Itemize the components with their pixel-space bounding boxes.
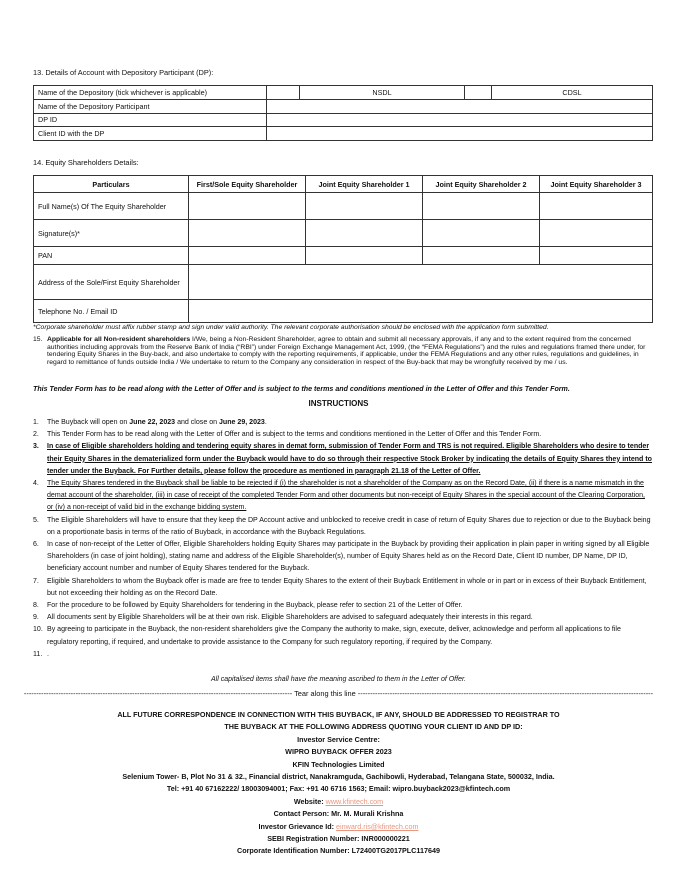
pan-joint3-field[interactable] bbox=[540, 247, 653, 265]
instruction-11: 11. . bbox=[33, 650, 49, 658]
tear-line bbox=[0, 689, 677, 698]
signature-joint2-field[interactable] bbox=[423, 220, 540, 247]
grievance-line: Investor Grievance Id: einward.ris@kfintech.com bbox=[258, 821, 419, 831]
tear-dashes-left: ------------------------------------------------------------------------------------------------------------- bbox=[23, 689, 293, 698]
instructions-list bbox=[33, 417, 653, 661]
tender-note: This Tender Form has to be read along with the Letter of Offer and is subject to the terms and conditions mentioned in the Letter of Offer and this Tender Form. bbox=[33, 385, 570, 393]
grievance-email-link[interactable]: einward.ris@kfintech.com bbox=[336, 821, 419, 831]
address-field[interactable] bbox=[189, 265, 653, 300]
pan-first-field[interactable] bbox=[189, 247, 306, 265]
registrar-street: Selenium Tower- B, Plot No 31 & 32., Financial district, Nanakramguda, Gachibowli, Hyderabad, Telangana State, 500032, India. bbox=[122, 772, 555, 782]
registrar-phone-email: Tel: +91 40 67162222/ 18003094001; Fax: +91 40 6716 1563; Email: wipro.buyback2023@kfintech.com bbox=[166, 784, 511, 794]
tear-dashes-right: ------------------------------------------------------------------------------------------------------------------------ bbox=[357, 689, 654, 698]
section-13-title: 13. Details of Account with Depository Participant (DP): bbox=[33, 68, 214, 77]
row-label-address: Address of the Sole/First Equity Shareholder bbox=[34, 265, 189, 300]
website-line: Website: www.kfintech.com bbox=[293, 796, 384, 806]
row-label-dp-id: DP ID bbox=[34, 113, 267, 127]
nsdl-label: NSDL bbox=[300, 86, 465, 100]
correspondence-line-2: THE BUYBACK AT THE FOLLOWING ADDRESS QUOTING YOUR CLIENT ID AND DP ID: bbox=[224, 722, 523, 732]
instruction-4: 4. The Equity Shares tendered in the Buyback shall be liable to be rejected if (i) the shareholder is not a shareholder of the Company as on the Record Date, (ii) if there is a name mismatch in the demat account of the shareholder, (iii) in case of receipt of the completed Tender Form and other documents but non-receipt of Equity Shares in the special account of the Clearing Corporation, or (iv) a non-receipt of valid bid in the exchange bidding system. bbox=[33, 480, 646, 512]
full-name-joint3-field[interactable] bbox=[540, 193, 653, 220]
instruction-9: 9. All documents sent by Eligible Shareholders will be at their own risk. Eligible Shareholders are advised to safeguard adequately their interests in this regard. bbox=[33, 614, 533, 622]
website-link[interactable]: www.kfintech.com bbox=[325, 796, 384, 806]
header-first-holder: First/Sole Equity Shareholder bbox=[189, 176, 306, 193]
row-label-telephone: Telephone No. / Email ID bbox=[34, 300, 189, 323]
instruction-5: 5. The Eligible Shareholders will have to ensure that they keep the DP Account active and unblocked to receive credit in case of return of Equity Shares due to rejection or due to the Buyback being on a proportionate basis in terms of the ratio of Buyback, in accordance with the Buyback Regulations. bbox=[33, 516, 651, 536]
row-label-dp-name: Name of the Depository Participant bbox=[34, 100, 267, 114]
section-15 bbox=[33, 336, 653, 367]
instruction-1: 1. The Buyback will open on June 22, 2023 and close on June 29, 2023. bbox=[33, 419, 267, 426]
buyback-offer-name: WIPRO BUYBACK OFFER 2023 bbox=[285, 747, 392, 757]
row-label-depository: Name of the Depository (tick whichever is applicable) bbox=[34, 86, 267, 100]
registrar-company: KFIN Technologies Limited bbox=[292, 759, 385, 769]
instruction-10: 10. By agreeing to participate in the Buyback, the non-resident shareholders give the Company the authority to make, sign, execute, deliver, acknowledge and perform all applications to file regulatory reporting, if required, and undertake to provide assistance to the Company for such regulatory reporting, if required by the Company. bbox=[33, 626, 621, 646]
header-particulars: Particulars bbox=[34, 176, 189, 193]
shareholders-table bbox=[33, 175, 653, 323]
header-joint-2: Joint Equity Shareholder 2 bbox=[423, 176, 540, 193]
nsdl-checkbox[interactable] bbox=[267, 86, 300, 100]
dp-id-field[interactable] bbox=[267, 113, 653, 127]
row-label-signature: Signature(s)* bbox=[34, 220, 189, 247]
header-joint-1: Joint Equity Shareholder 1 bbox=[306, 176, 423, 193]
tear-label: Tear along this line bbox=[294, 689, 356, 698]
row-label-full-name: Full Name(s) Of The Equity Shareholder bbox=[34, 193, 189, 220]
cdsl-checkbox[interactable] bbox=[465, 86, 492, 100]
instruction-2: 2. This Tender Form has to be read along with the Letter of Offer and is subject to the terms and conditions mentioned in the Letter of Offer and this Tender Form. bbox=[33, 431, 542, 439]
corporate-footnote: *Corporate shareholder must affix rubber stamp and sign under valid authority. The relevant corporate authorisation should be enclosed with the application form submitted. bbox=[33, 324, 549, 331]
cin-number: Corporate Identification Number: L72400TG2017PLC117649 bbox=[237, 846, 440, 856]
section-14-title: 14. Equity Shareholders Details: bbox=[33, 158, 139, 167]
instruction-3: 3. In case of Eligible shareholders holding and tendering equity shares in demat form, submission of Tender Form and TRS is not required. Eligible Shareholders who desire to tender their Equity Shares in the dematerialized form under the Buyback would have to do so through their respective Stock Broker by indicating the details of Equity Shares they intend to tender under the Buyback. For Further details, please follow the procedure as mentioned in paragraph 21.18 of the Letter of Offer. bbox=[33, 443, 652, 475]
dp-name-field[interactable] bbox=[267, 100, 653, 114]
header-joint-3: Joint Equity Shareholder 3 bbox=[540, 176, 653, 193]
contact-person: Contact Person: Mr. M. Murali Krishna bbox=[273, 809, 404, 819]
instruction-7: 7. Eligible Shareholders to whom the Buyback offer is made are free to tender Equity Shares to the extent of their Buyback Entitlement in whole or in part or in excess of their Buyback Entitlement, but not exceeding their holding as on the Record Date. bbox=[33, 577, 647, 597]
sebi-registration: SEBI Registration Number: INR000000221 bbox=[267, 834, 410, 844]
section-15-text: I/We, being a Non-Resident Shareholder, agree to obtain and submit all necessary approvals, if any and to the extent required from the concerned authorities including approvals from the Reserve Bank of India (“RBI”) under Foreign Exchange Management Act, 1999, (the “FEMA Regulations”) and the rules and regulations framed there under, for tendering Equity Shares in the Buy-back, and also undertake to comply with the reporting requirements, if applicable, under the FEMA Regulations and any other rules, regulations and guidelines, in regard to remittance of funds outside India / We undertake to return to the Company any consideration in respect of the Buy-back that may be wrongfully received by me / us. bbox=[47, 336, 646, 367]
full-name-joint1-field[interactable] bbox=[306, 193, 423, 220]
investor-service-centre: Investor Service Centre: bbox=[297, 734, 380, 744]
registrar-address-block bbox=[0, 709, 677, 858]
signature-first-field[interactable] bbox=[189, 220, 306, 247]
instructions-heading: INSTRUCTIONS bbox=[308, 399, 369, 408]
pan-joint1-field[interactable] bbox=[306, 247, 423, 265]
correspondence-line-1: ALL FUTURE CORRESPONDENCE IN CONNECTION WITH THIS BUYBACK, IF ANY, SHOULD BE ADDRESSED TO REGISTRAR TO bbox=[117, 710, 560, 719]
depository-table bbox=[33, 85, 653, 141]
pan-joint2-field[interactable] bbox=[423, 247, 540, 265]
cdsl-label: CDSL bbox=[492, 86, 653, 100]
client-id-field[interactable] bbox=[267, 127, 653, 141]
section-15-number: 15. bbox=[33, 336, 43, 343]
section-15-bold: Applicable for all Non-resident shareholders bbox=[47, 336, 191, 343]
instruction-8: 8. For the procedure to be followed by Equity Shareholders for tendering in the Buyback, please refer to section 21 of the Letter of Offer. bbox=[33, 602, 463, 610]
telephone-email-field[interactable] bbox=[189, 300, 653, 323]
signature-joint3-field[interactable] bbox=[540, 220, 653, 247]
capitalised-note: All capitalised items shall have the meaning ascribed to them in the Letter of Offer. bbox=[211, 676, 466, 683]
full-name-first-field[interactable] bbox=[189, 193, 306, 220]
full-name-joint2-field[interactable] bbox=[423, 193, 540, 220]
instruction-6: 6. In case of non-receipt of the Letter of Offer, Eligible Shareholders holding Equity Shares may participate in the Buyback by providing their application in plain paper in writing signed by all Eligible Shareholders (in case of joint holding), stating name and address of the Eligible Shareholder(s), number of Equity Shares held as on the Record Date, Client ID number, DP Name, DP ID, beneficiary account number and number of Equity Shares tendered for the Buyback. bbox=[33, 541, 650, 573]
row-label-client-id: Client ID with the DP bbox=[34, 127, 267, 141]
row-label-pan: PAN bbox=[34, 247, 189, 265]
signature-joint1-field[interactable] bbox=[306, 220, 423, 247]
